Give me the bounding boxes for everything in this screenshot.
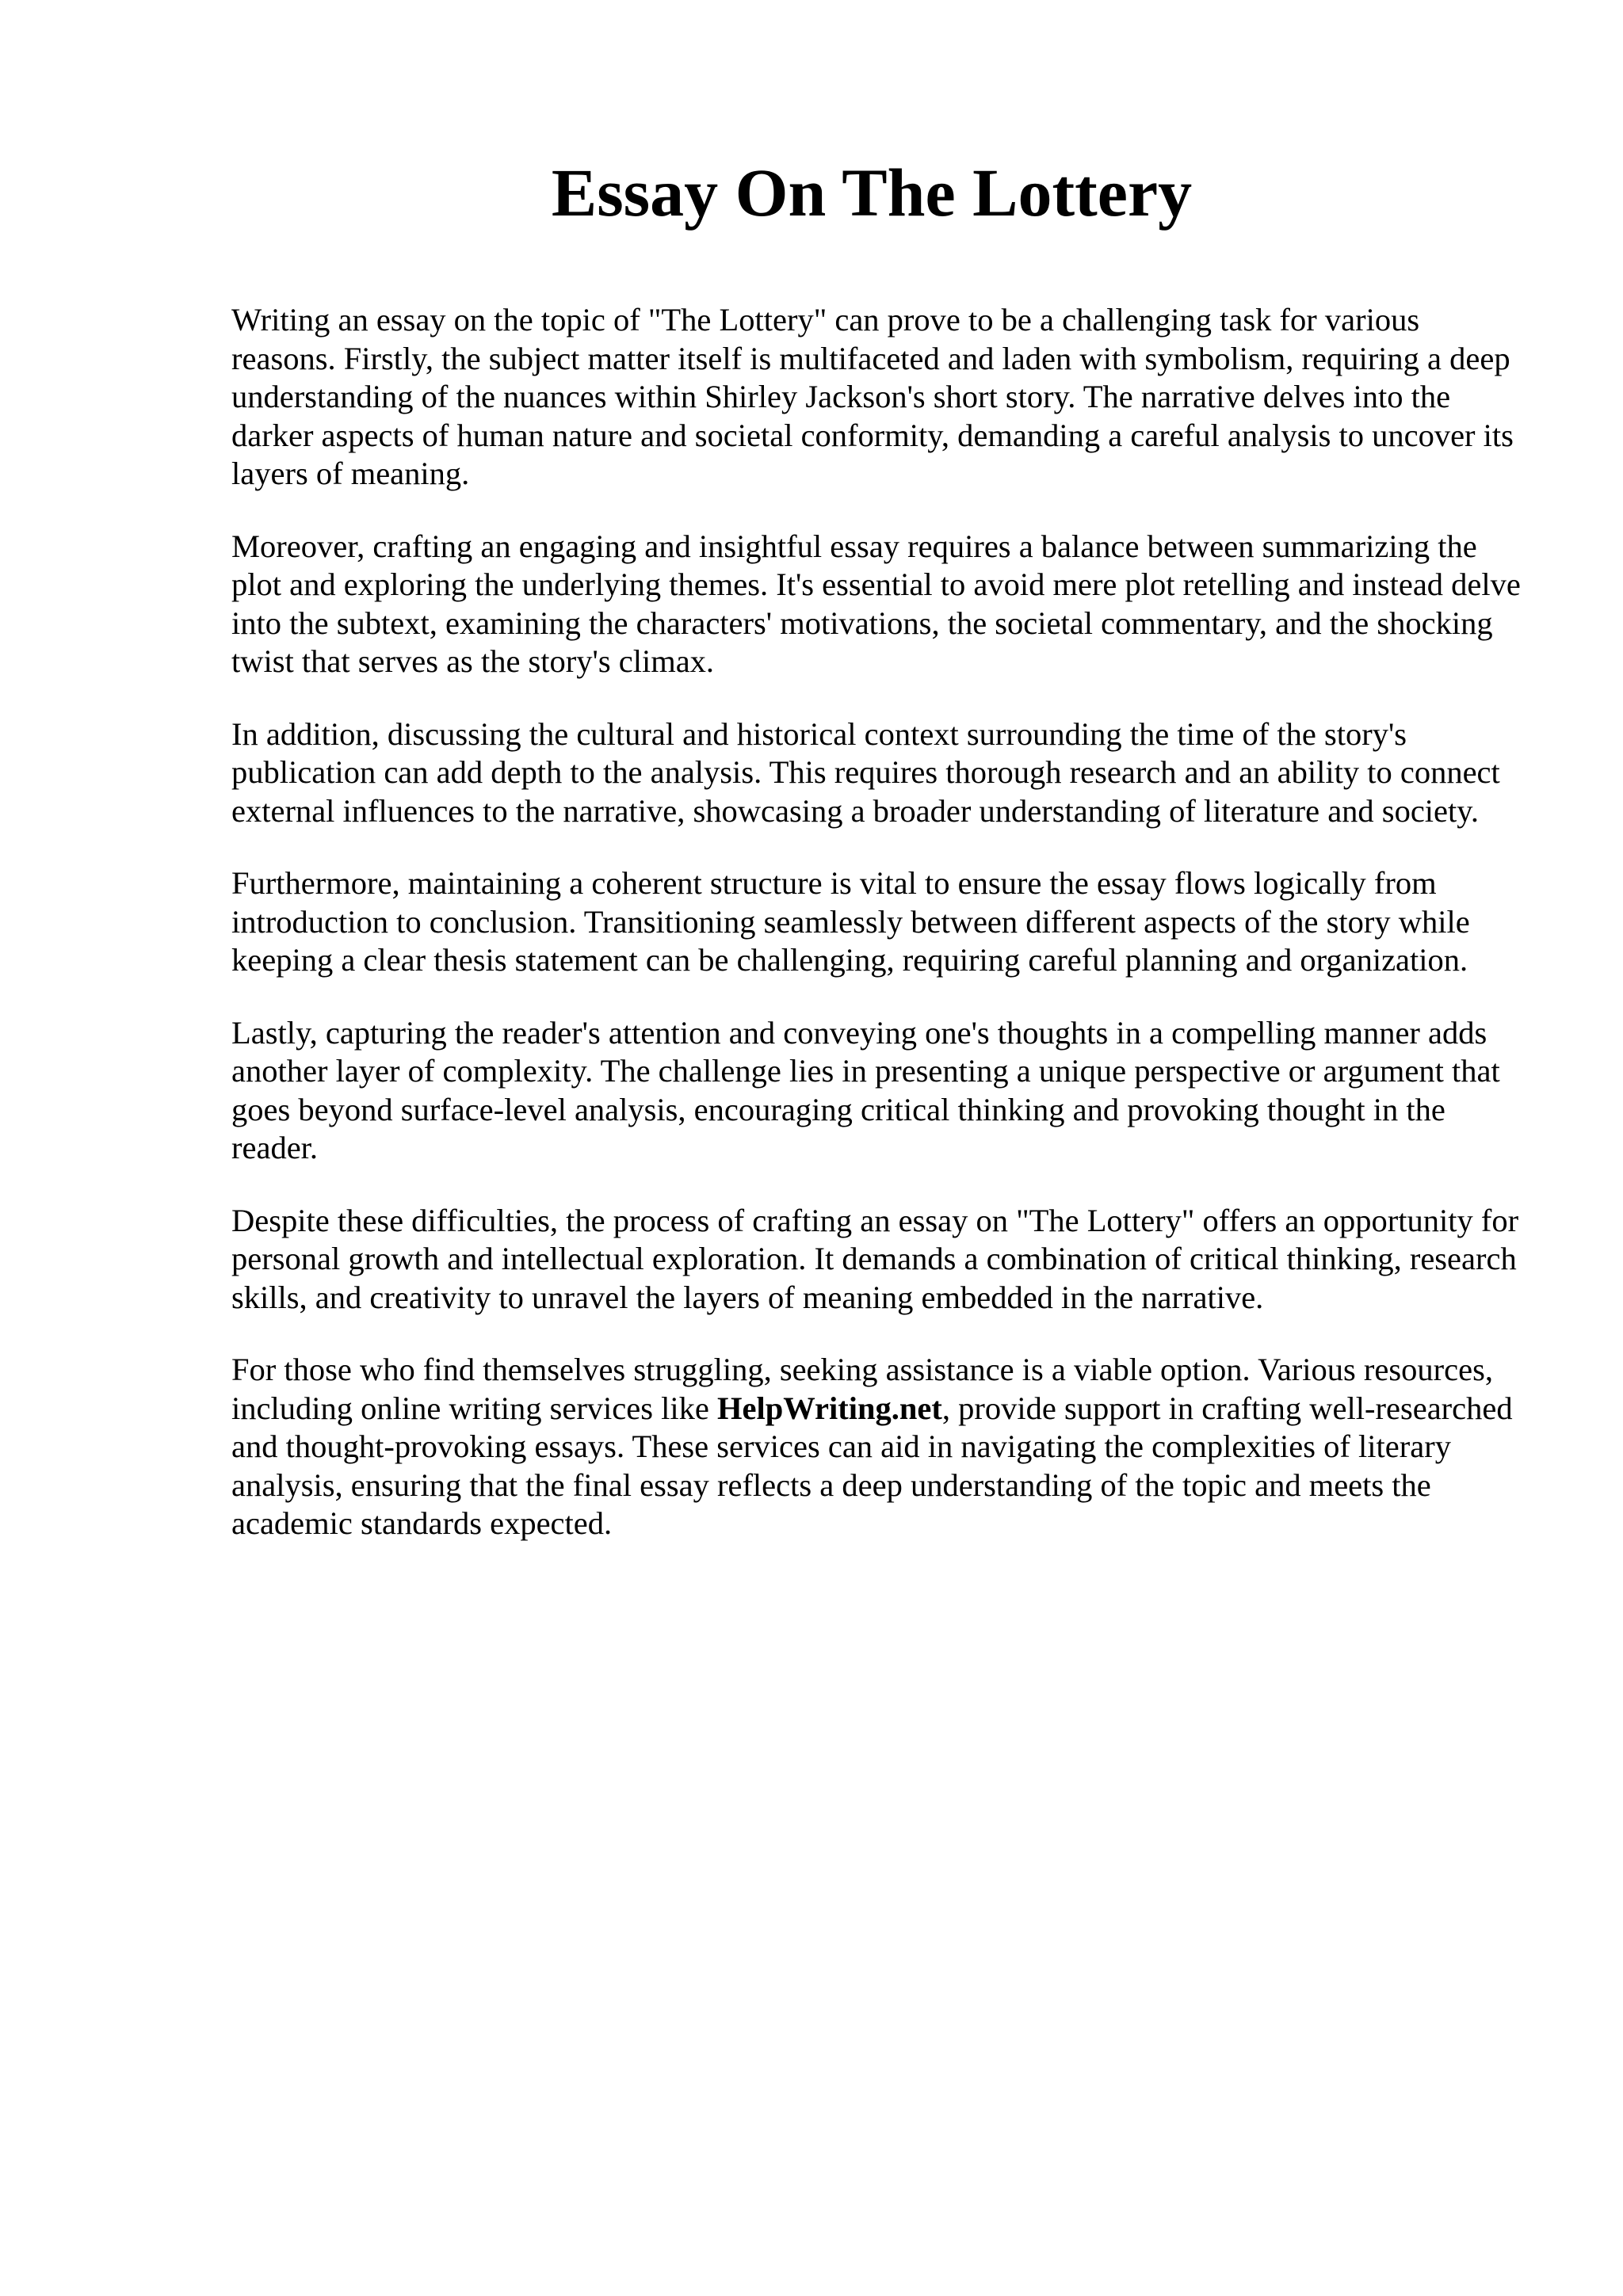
essay-body — [231, 301, 1531, 1577]
paragraph-5: Lastly, capturing the reader's attention and conveying one's thoughts in a compelling manner adds another layer of complexity. The challenge lies in presenting a unique perspective or argument that goes beyond surface-level analysis, encouraging critical thinking and provoking thought in the reader. — [231, 1014, 1500, 1165]
paragraph-6: Despite these difficulties, the process of crafting an essay on "The Lottery" offers an opportunity for personal growth and intellectual exploration. It demands a combination of critical thinking, research skills, and creativity to unravel the layers of meaning embedded in the narrative. — [231, 1202, 1519, 1315]
paragraph-3: In addition, discussing the cultural and historical context surrounding the time of the story's publication can add depth to the analysis. This requires thorough research and an ability to connect external influences to the narrative, showcasing a broader understanding of literature and society. — [231, 715, 1500, 829]
paragraph-1: Writing an essay on the topic of "The Lottery" can prove to be a challenging task for various reasons. Firstly, the subject matter itself is multifaceted and laden with symbolism, requiring a deep understanding of the nuances within Shirley Jackson's short story. The narrative delves into the darker aspects of human nature and societal conformity, demanding a careful analysis to uncover its layers of meaning. — [231, 302, 1514, 491]
helpwriting-link[interactable]: HelpWriting.net — [717, 1390, 942, 1426]
paragraph-7 — [231, 1351, 1531, 1543]
paragraph-2: Moreover, crafting an engaging and insightful essay requires a balance between summarizing the plot and exploring the underlying themes. It's essential to avoid mere plot retelling and instead delve into the subtext, examining the characters' motivations, the societal commentary, and the shocking twist that serves as the story's climax. — [231, 528, 1521, 679]
document-title: Essay On The Lottery — [551, 154, 1193, 231]
paragraph-7-after: , provide support in crafting well-researched and thought-provoking essays. These services can aid in navigating the complexities of literary analysis, ensuring that the final essay reflects a deep understanding of the topic and meets the academic standards expected. — [231, 1390, 1513, 1541]
paragraph-7-before: For those who find themselves struggling, seeking assistance is a viable option. Various resources, including online writing services like — [231, 1352, 1493, 1426]
paragraph-4: Furthermore, maintaining a coherent structure is vital to ensure the essay flows logically from introduction to conclusion. Transitioning seamlessly between different aspects of the story while keeping a clear thesis statement can be challenging, requiring careful planning and organization. — [231, 865, 1470, 978]
